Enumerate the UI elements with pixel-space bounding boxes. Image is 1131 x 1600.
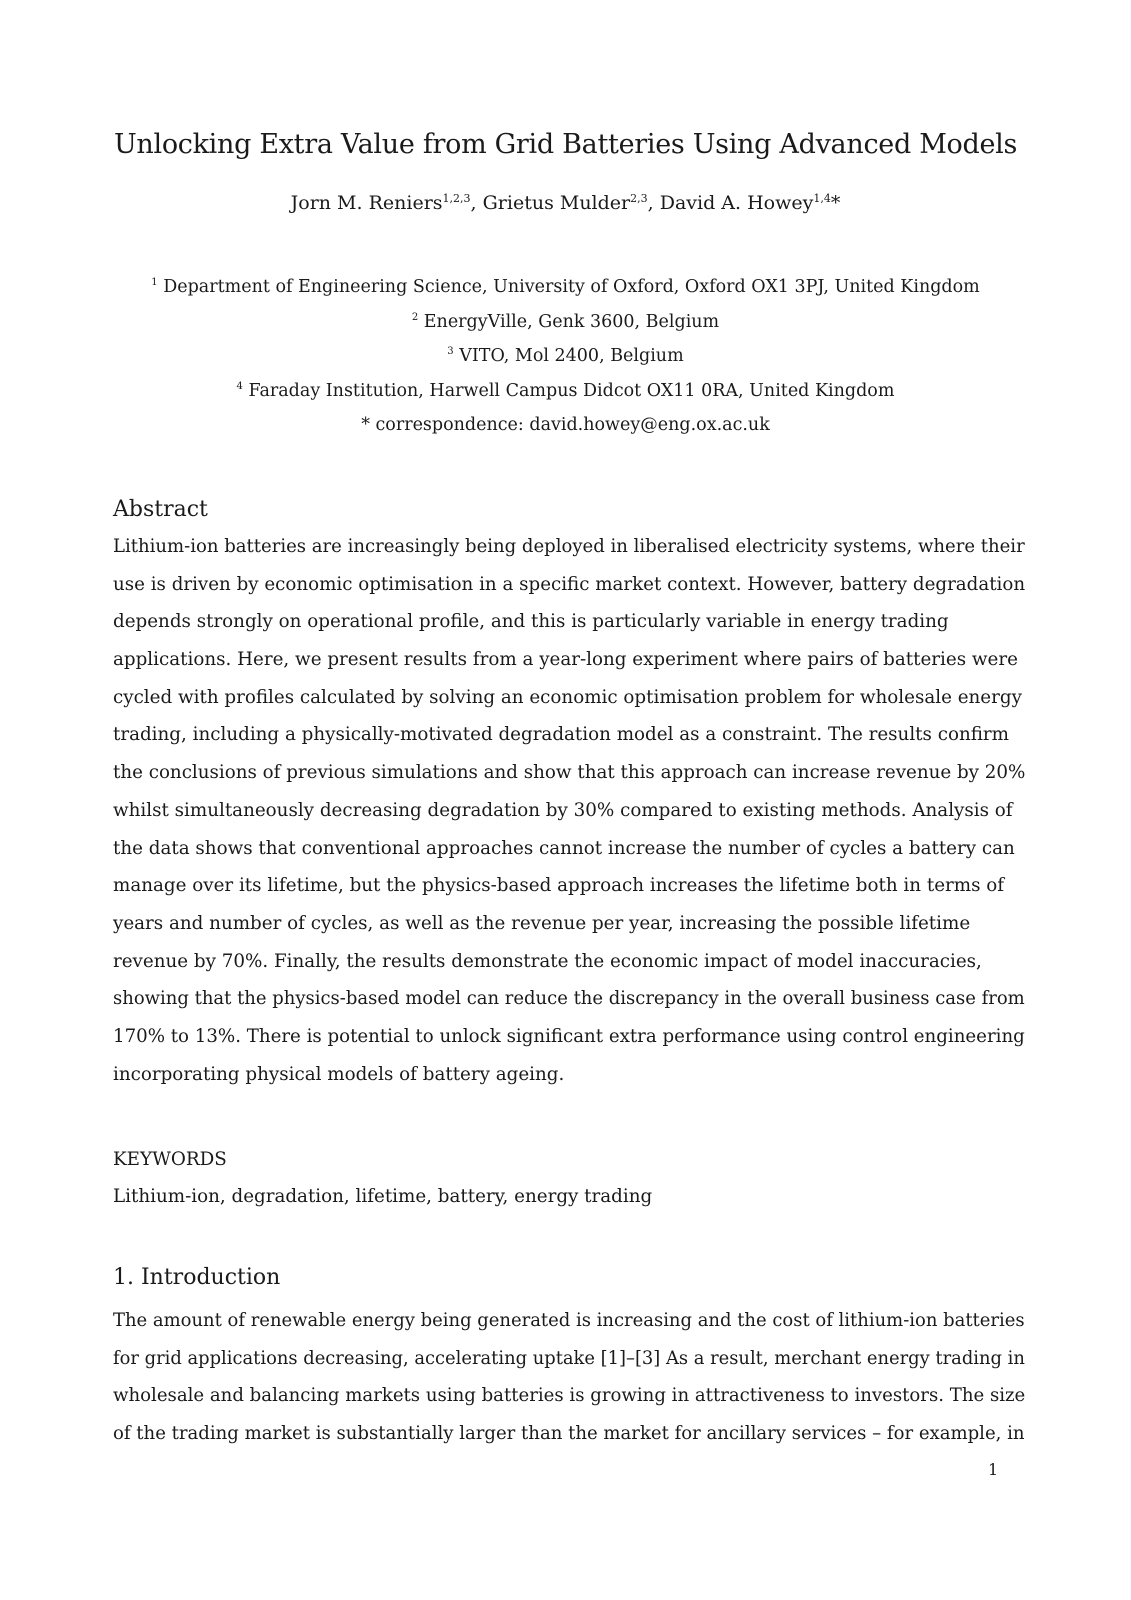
author-name: Grietus Mulder bbox=[482, 192, 631, 214]
keywords-label: KEYWORDS bbox=[113, 1149, 227, 1170]
abstract-line: trading, including a physically-motivated degradation model as a constraint. The results confirm bbox=[113, 724, 1009, 746]
abstract-line: cycled with profiles calculated by solving an economic optimisation problem for wholesale energy bbox=[113, 686, 1022, 708]
affiliation-number: 2 bbox=[411, 311, 419, 323]
affiliation-text: Department of Engineering Science, University of Oxford, Oxford OX1 3PJ, United Kingdom bbox=[163, 277, 980, 297]
paper-title: Unlocking Extra Value from Grid Batteries Using Advanced Models bbox=[113, 129, 1018, 160]
correspondence-line: * correspondence: david.howey@eng.ox.ac.uk bbox=[361, 415, 770, 435]
introduction-line: of the trading market is substantially larger than the market for ancillary services – for example, in bbox=[113, 1423, 1025, 1445]
affiliation bbox=[0, 310, 1131, 345]
page-number: 1 bbox=[988, 1460, 999, 1479]
abstract-heading: Abstract bbox=[113, 497, 208, 522]
affiliation-text: VITO, Mol 2400, Belgium bbox=[459, 346, 684, 366]
author-affiliation-sup: 2,3 bbox=[630, 192, 648, 205]
abstract-line: Lithium-ion batteries are increasingly being deployed in liberalised electricity systems, where their bbox=[113, 536, 1025, 557]
author-separator: , bbox=[470, 192, 483, 214]
abstract-body bbox=[113, 534, 1026, 1099]
affiliation-number: 4 bbox=[236, 380, 243, 392]
affiliation-number: 3 bbox=[447, 346, 454, 357]
author-affiliation-sup: 1,2,3 bbox=[442, 192, 471, 205]
abstract-line: 170% to 13%. There is potential to unlock significant extra performance using control engineering bbox=[113, 1025, 1025, 1047]
abstract-line: incorporating physical models of battery ageing. bbox=[113, 1063, 565, 1085]
affiliation bbox=[0, 344, 1131, 379]
abstract-line: manage over its lifetime, but the physics-based approach increases the lifetime both in terms of bbox=[113, 875, 1005, 897]
affiliation-list bbox=[0, 275, 1131, 448]
abstract-line: applications. Here, we present results from a year-long experiment where pairs of batteries were bbox=[113, 649, 1018, 671]
author-name: David A. Howey bbox=[659, 192, 814, 214]
affiliation-text: EnergyVille, Genk 3600, Belgium bbox=[423, 311, 720, 332]
introduction-line: The amount of renewable energy being generated is increasing and the cost of lithium-ion batteries bbox=[113, 1310, 1025, 1331]
author-name: Jorn M. Reniers bbox=[290, 192, 443, 214]
abstract-line: the data shows that conventional approaches cannot increase the number of cycles a battery can bbox=[113, 837, 1015, 859]
abstract-line: years and number of cycles, as well as the revenue per year, increasing the possible lifetime bbox=[113, 912, 971, 934]
abstract-line: the conclusions of previous simulations and show that this approach can increase revenue by 20% bbox=[113, 762, 1026, 784]
abstract-line: showing that the physics-based model can reduce the discrepancy in the overall business case from bbox=[113, 988, 1025, 1010]
author-list bbox=[0, 190, 1131, 216]
affiliation-text: Faraday Institution, Harwell Campus Didcot OX11 0RA, United Kingdom bbox=[248, 380, 895, 401]
abstract-line: use is driven by economic optimisation in a specific market context. However, battery degradation bbox=[113, 573, 1026, 595]
introduction-line: for grid applications decreasing, accelerating uptake [1]–[3] As a result, merchant energy trading in bbox=[113, 1347, 1025, 1369]
author-affiliation-sup: 1,4 bbox=[813, 192, 831, 205]
affiliation bbox=[0, 379, 1131, 414]
abstract-line: whilst simultaneously decreasing degradation by 30% compared to existing methods. Analysis of bbox=[113, 799, 1013, 821]
corresponding-marker: * bbox=[830, 192, 841, 214]
introduction-heading: 1. Introduction bbox=[113, 1265, 281, 1290]
keywords-text: Lithium-ion, degradation, lifetime, battery, energy trading bbox=[113, 1186, 653, 1207]
introduction-body bbox=[113, 1308, 1026, 1459]
introduction-line: wholesale and balancing markets using batteries is growing in attractiveness to investors. The size bbox=[113, 1385, 1026, 1407]
author-separator: , bbox=[647, 192, 660, 214]
affiliation bbox=[0, 275, 1131, 310]
affiliation-number: 1 bbox=[151, 277, 158, 288]
abstract-line: depends strongly on operational profile, and this is particularly variable in energy trading bbox=[113, 611, 949, 633]
abstract-line: revenue by 70%. Finally, the results demonstrate the economic impact of model inaccuracies, bbox=[113, 950, 982, 972]
